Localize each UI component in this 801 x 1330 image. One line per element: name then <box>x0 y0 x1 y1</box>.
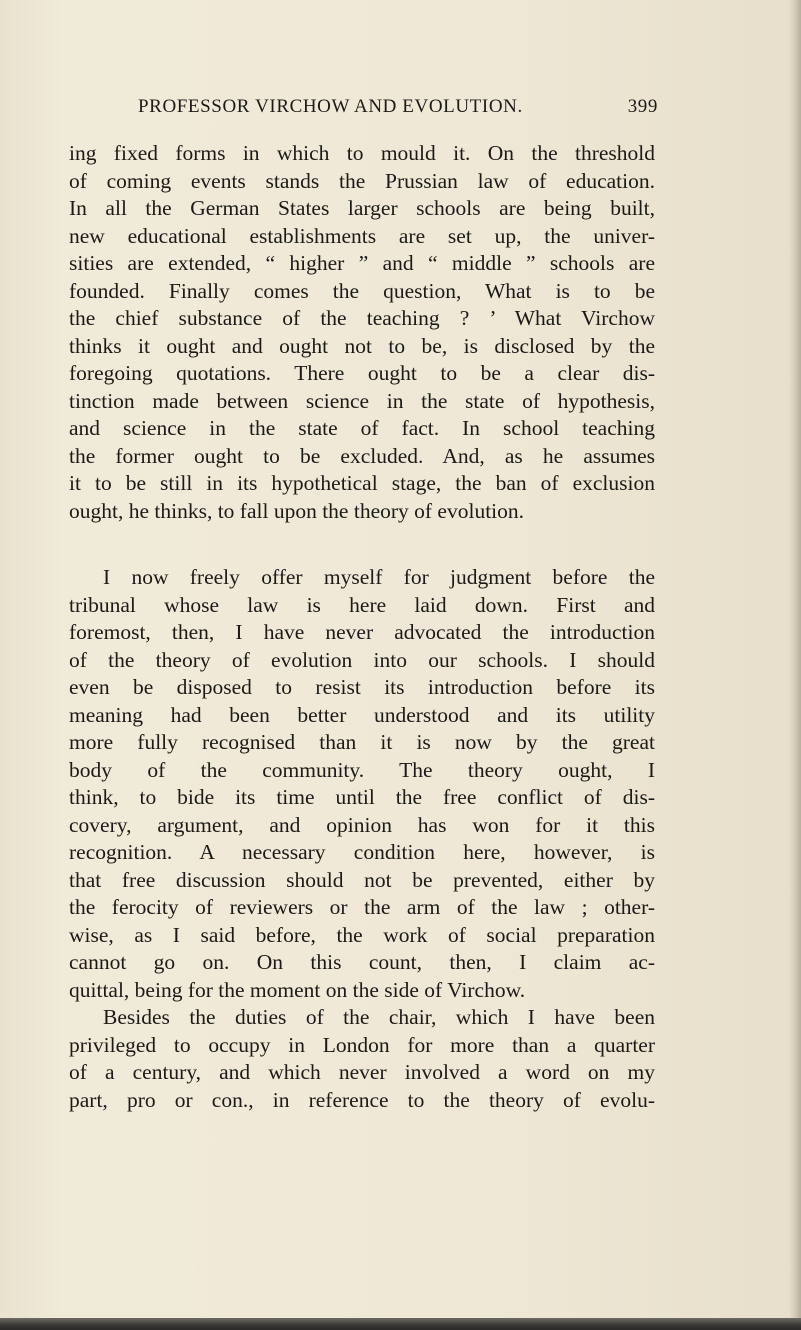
text-line: foremost, then, I have never advocated the introduction <box>69 620 655 644</box>
text-line: recognition. A necessary condition here, however, is <box>69 840 655 864</box>
paragraph-1 <box>69 140 655 525</box>
running-header <box>138 96 658 124</box>
text-line: that free discussion should not be prevented, either by <box>69 867 655 892</box>
text-line: foregoing quotations. There ought to be a clear dis- <box>69 361 655 385</box>
text-line: the chief substance of the teaching ? ’ What Virchow <box>69 306 655 330</box>
text-line: I now freely offer myself for judgment before the <box>103 565 655 589</box>
text-line: ing fixed forms in which to mould it. On the threshold <box>69 141 655 165</box>
scan-bottom-edge <box>0 1318 801 1330</box>
text-line: In all the German States larger schools are being built, <box>69 196 655 220</box>
text-line: sities are extended, “ higher ” and “ middle ” schools are <box>69 251 655 275</box>
text-line: and science in the state of fact. In school teaching <box>69 416 655 440</box>
text-line: of the theory of evolution into our schools. I should <box>69 647 655 672</box>
text-line: of coming events stands the Prussian law of education. <box>69 168 655 193</box>
text-line: wise, as I said before, the work of social preparation <box>69 922 655 947</box>
text-line: thinks it ought and ought not to be, is disclosed by the <box>69 333 655 358</box>
text-line: think, to bide its time until the free conflict of dis- <box>69 785 655 809</box>
text-line: tribunal whose law is here laid down. First and <box>69 592 655 617</box>
text-line: more fully recognised than it is now by the great <box>69 730 655 754</box>
paragraph-2 <box>69 564 655 1114</box>
text-line: part, pro or con., in reference to the theory of evolu- <box>69 1087 655 1112</box>
text-line: new educational establishments are set up, the univer- <box>69 223 655 248</box>
text-line: quittal, being for the moment on the side of Virchow. <box>69 977 526 1002</box>
text-line: cannot go on. On this count, then, I claim ac- <box>69 950 655 974</box>
text-line: body of the community. The theory ought, I <box>69 757 655 782</box>
text-line: covery, argument, and opinion has won for it this <box>69 812 655 837</box>
text-line: the former ought to be excluded. And, as he assumes <box>69 443 655 468</box>
text-line: of a century, and which never involved a word on my <box>69 1060 655 1084</box>
text-line: meaning had been better understood and its utility <box>69 702 655 727</box>
page-number: 399 <box>627 96 658 117</box>
text-line: ought, he thinks, to fall upon the theory of evolution. <box>69 498 525 523</box>
text-line: even be disposed to resist its introduction before its <box>69 675 655 699</box>
text-line: the ferocity of reviewers or the arm of the law ; other- <box>69 895 655 919</box>
text-line: privileged to occupy in London for more than a quarter <box>69 1032 655 1057</box>
text-line: tinction made between science in the state of hypothesis, <box>69 388 655 413</box>
text-line: founded. Finally comes the question, What is to be <box>69 278 655 303</box>
text-line: Besides the duties of the chair, which I have been <box>103 1005 655 1029</box>
text-line: it to be still in its hypothetical stage, the ban of exclusion <box>69 471 655 495</box>
running-title: PROFESSOR VIRCHOW AND EVOLUTION. <box>138 96 523 117</box>
page-edge-shadow <box>789 0 801 1330</box>
